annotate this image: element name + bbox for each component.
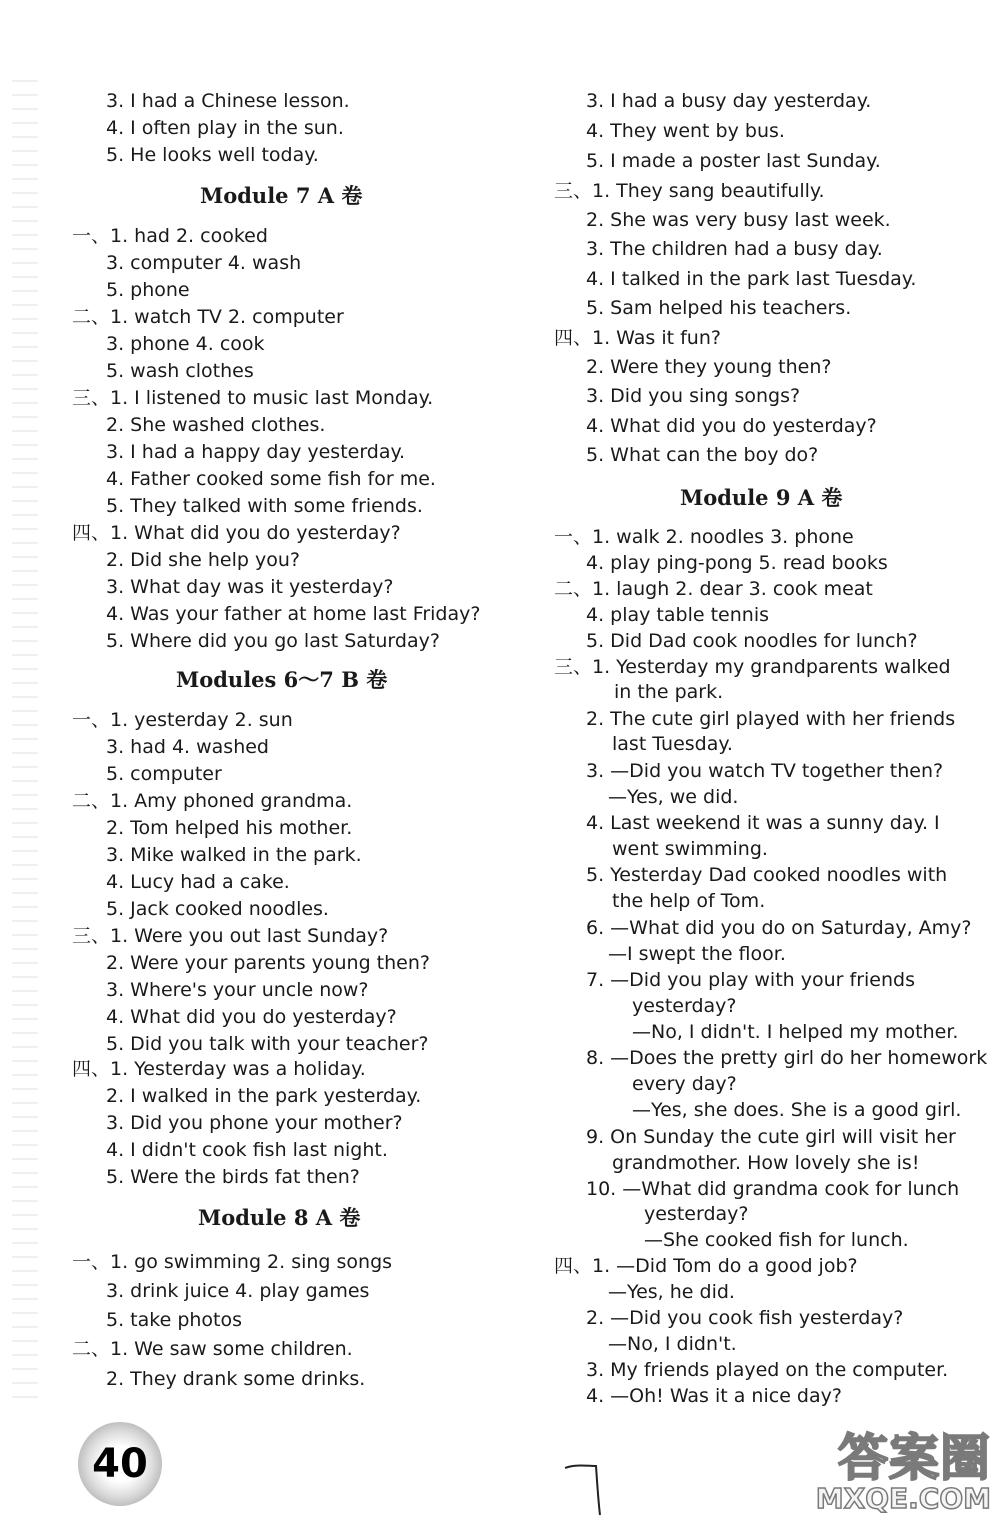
answer-line: 4. I didn't cook fish last night.	[106, 1139, 388, 1161]
answer-line: 2. Tom helped his mother.	[106, 817, 353, 839]
answer-line: 4. play ping-pong 5. read books	[586, 552, 888, 574]
answer-line: 5. Yesterday Dad cooked noodles with	[586, 864, 948, 886]
answer-line: 4. What did you do yesterday?	[586, 415, 877, 437]
answer-line: —I swept the floor.	[608, 943, 786, 965]
answer-line: 三、1. Were you out last Sunday?	[72, 925, 389, 947]
answer-line: 2. —Did you cook fish yesterday?	[586, 1307, 904, 1329]
answer-line: went swimming.	[612, 838, 768, 860]
answer-line: 6. —What did you do on Saturday, Amy?	[586, 917, 972, 939]
watermark	[766, 1418, 991, 1518]
answer-line: 4. Was your father at home last Friday?	[106, 603, 481, 625]
answer-line: the help of Tom.	[612, 890, 766, 912]
answer-line: 3. Mike walked in the park.	[106, 844, 362, 866]
answer-line: 4. I often play in the sun.	[106, 117, 344, 139]
answer-line: 一、1. walk 2. noodles 3. phone	[554, 526, 854, 548]
handwritten-mark-icon	[560, 1460, 610, 1520]
answer-line: 4. They went by bus.	[586, 120, 785, 142]
answer-line: 一、1. yesterday 2. sun	[72, 709, 293, 731]
answer-line: 2. The cute girl played with her friends	[586, 708, 956, 730]
section-heading: Module 8 A 卷	[198, 1205, 361, 1230]
answer-line: 2. Were they young then?	[586, 356, 832, 378]
answer-line: 3. Did you phone your mother?	[106, 1112, 403, 1134]
answer-line: 3. What day was it yesterday?	[106, 576, 394, 598]
answer-line: 二、1. Amy phoned grandma.	[72, 790, 353, 812]
binding-margin-decoration	[12, 80, 38, 1410]
answer-line: 2. She washed clothes.	[106, 414, 326, 436]
answer-line: 5. take photos	[106, 1309, 243, 1331]
answer-line: 2. Were your parents young then?	[106, 952, 430, 974]
answer-line: 4. I talked in the park last Tuesday.	[586, 268, 917, 290]
section-heading: Module 7 A 卷	[200, 183, 363, 208]
answer-line: 二、1. watch TV 2. computer	[72, 306, 344, 328]
answer-line: 9. On Sunday the cute girl will visit her	[586, 1126, 956, 1148]
answer-line: 四、1. —Did Tom do a good job?	[554, 1255, 858, 1277]
answer-line: 3. computer 4. wash	[106, 252, 302, 274]
answer-line: every day?	[632, 1073, 737, 1095]
answer-line: 5. phone	[106, 279, 190, 301]
answer-line: 2. They drank some drinks.	[106, 1368, 366, 1390]
answer-line: 5. What can the boy do?	[586, 444, 819, 466]
answer-line: yesterday?	[632, 995, 737, 1017]
answer-line: —Yes, we did.	[608, 786, 739, 808]
answer-line: 4. Last weekend it was a sunny day. I	[586, 812, 940, 834]
answer-line: 3. Where's your uncle now?	[106, 979, 369, 1001]
answer-line: 3. I had a Chinese lesson.	[106, 90, 350, 112]
section-heading: Modules 6～7 B 卷	[176, 667, 388, 692]
answer-line: 2. She was very busy last week.	[586, 209, 891, 231]
answer-line: 10. —What did grandma cook for lunch	[586, 1178, 960, 1200]
answer-line: —She cooked fish for lunch.	[644, 1229, 909, 1251]
answer-line: 三、1. They sang beautifully.	[554, 180, 825, 202]
answer-line: 5. Where did you go last Saturday?	[106, 630, 440, 652]
answer-line: 四、1. Was it fun?	[554, 327, 721, 349]
answer-line: 3. Did you sing songs?	[586, 385, 801, 407]
page-number: 40	[92, 1441, 148, 1487]
answer-line: grandmother. How lovely she is!	[612, 1152, 920, 1174]
answer-line: 3. The children had a busy day.	[586, 238, 883, 260]
answer-line: 4. —Oh! Was it a nice day?	[586, 1385, 842, 1407]
watermark-url: MXQE.COM	[815, 1482, 991, 1515]
answer-line: 4. Lucy had a cake.	[106, 871, 290, 893]
answer-line: 四、1. What did you do yesterday?	[72, 522, 401, 544]
answer-line: in the park.	[614, 681, 724, 703]
answer-line: 4. play table tennis	[586, 604, 769, 626]
answer-line: —Yes, she does. She is a good girl.	[632, 1099, 962, 1121]
answer-line: —Yes, he did.	[608, 1281, 735, 1303]
answer-line: 二、1. We saw some children.	[72, 1338, 353, 1360]
answer-line: 一、1. had 2. cooked	[72, 225, 268, 247]
answer-line: yesterday?	[644, 1203, 749, 1225]
answer-line: 5. He looks well today.	[106, 144, 319, 166]
watermark-logo: 答案圈	[838, 1429, 991, 1487]
answer-line: 8. —Does the pretty girl do her homework	[586, 1047, 988, 1069]
answer-line: 三、1. I listened to music last Monday.	[72, 387, 434, 409]
answer-line: 三、1. Yesterday my grandparents walked	[554, 656, 951, 678]
answer-line: 2. I walked in the park yesterday.	[106, 1085, 422, 1107]
answer-line: 5. Were the birds fat then?	[106, 1166, 360, 1188]
answer-line: 4. What did you do yesterday?	[106, 1006, 397, 1028]
answer-line: 四、1. Yesterday was a holiday.	[72, 1058, 366, 1080]
answer-line: 2. Did she help you?	[106, 549, 300, 571]
answer-line: 5. They talked with some friends.	[106, 495, 423, 517]
answer-line: 4. Father cooked some fish for me.	[106, 468, 436, 490]
answer-line: 3. My friends played on the computer.	[586, 1359, 949, 1381]
answer-line: —No, I didn't. I helped my mother.	[632, 1021, 959, 1043]
answer-line: 3. phone 4. cook	[106, 333, 265, 355]
answer-line: 7. —Did you play with your friends	[586, 969, 915, 991]
answer-line: 5. wash clothes	[106, 360, 254, 382]
answer-line: 3. drink juice 4. play games	[106, 1280, 370, 1302]
answer-line: 二、1. laugh 2. dear 3. cook meat	[554, 578, 873, 600]
answer-line: last Tuesday.	[612, 733, 733, 755]
page-number-badge	[78, 1422, 162, 1506]
answer-line: 3. had 4. washed	[106, 736, 269, 758]
answer-line: 3. I had a happy day yesterday.	[106, 441, 406, 463]
answer-line: 3. —Did you watch TV together then?	[586, 760, 944, 782]
answer-line: 5. computer	[106, 763, 222, 785]
answer-line: 5. Did you talk with your teacher?	[106, 1033, 429, 1055]
answer-line: —No, I didn't.	[608, 1333, 737, 1355]
answer-line: 5. Jack cooked noodles.	[106, 898, 329, 920]
answer-line: 3. I had a busy day yesterday.	[586, 90, 872, 112]
answer-line: 一、1. go swimming 2. sing songs	[72, 1251, 393, 1273]
answer-line: 5. Did Dad cook noodles for lunch?	[586, 630, 918, 652]
section-heading: Module 9 A 卷	[680, 485, 843, 510]
answer-line: 5. I made a poster last Sunday.	[586, 150, 881, 172]
answer-line: 5. Sam helped his teachers.	[586, 297, 852, 319]
